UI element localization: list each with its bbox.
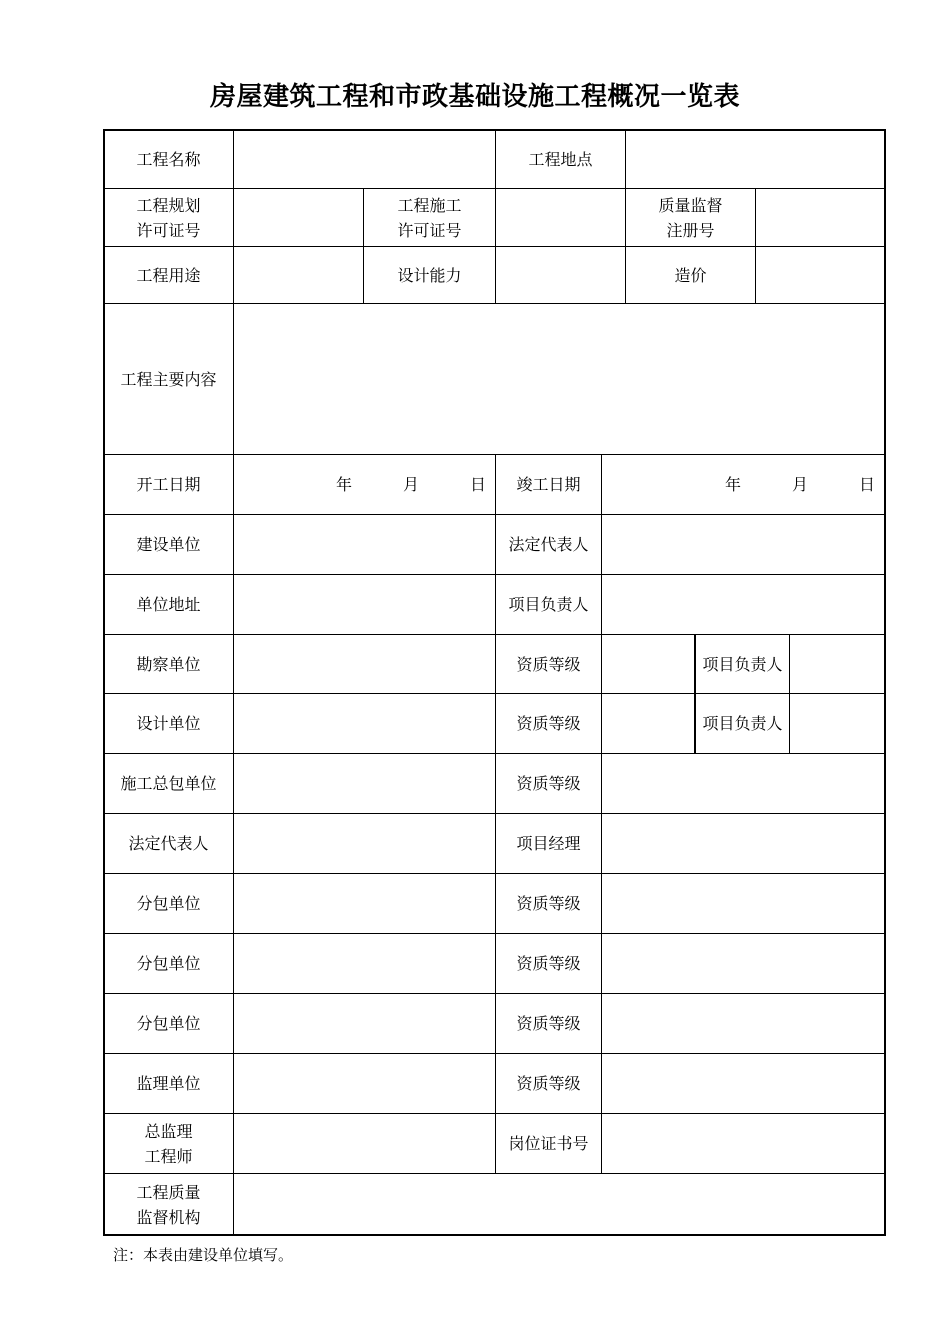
- supervision-unit-label: 监理单位: [136, 1074, 201, 1093]
- construction-permit-label: [364, 189, 495, 246]
- planning-permit-label: [104, 189, 233, 246]
- project-use-label: 工程用途: [136, 265, 201, 285]
- unit-address-field[interactable]: [234, 575, 495, 634]
- project-name-field[interactable]: [234, 130, 495, 188]
- supervision-grade-field[interactable]: [602, 1054, 885, 1113]
- completion-date-day: 日: [859, 475, 876, 494]
- design-unit-label: 设计单位: [136, 714, 201, 733]
- subcontractor-3-grade-field[interactable]: [602, 994, 885, 1053]
- project-leader-label: 项目负责人: [508, 595, 589, 614]
- cost-label: 造价: [674, 265, 707, 285]
- start-date-day: 日: [470, 475, 487, 494]
- construction-permit-label-line2: 许可证号: [397, 220, 462, 240]
- quality-supervision-label-line1: 质量监督: [658, 195, 723, 215]
- subcontractor-1-grade-label: 资质等级: [516, 894, 581, 913]
- survey-leader-label: 项目负责人: [702, 654, 783, 674]
- cost-field[interactable]: [756, 247, 885, 303]
- quality-agency-label: [104, 1174, 233, 1235]
- subcontractor-2-label: 分包单位: [136, 954, 201, 973]
- subcontractor-3-grade-label: 资质等级: [516, 1014, 581, 1033]
- design-capacity-field[interactable]: [496, 247, 625, 303]
- contractor-legal-rep-label: 法定代表人: [128, 834, 209, 853]
- subcontractor-1-grade-field[interactable]: [602, 874, 885, 933]
- design-grade-field[interactable]: [602, 694, 694, 753]
- project-leader-field[interactable]: [602, 575, 885, 634]
- contractor-grade-field[interactable]: [602, 754, 885, 813]
- project-manager-label: 项目经理: [516, 834, 581, 853]
- quality-agency-label-line2: 监督机构: [136, 1207, 201, 1227]
- subcontractor-2-field[interactable]: [234, 934, 495, 993]
- unit-address-label: 单位地址: [136, 595, 201, 614]
- subcontractor-2-grade-label: 资质等级: [516, 954, 581, 973]
- post-certificate-label: 岗位证书号: [508, 1134, 589, 1153]
- chief-supervisor-field[interactable]: [234, 1114, 495, 1173]
- subcontractor-3-label: 分包单位: [136, 1014, 201, 1033]
- quality-agency-field[interactable]: [234, 1174, 885, 1235]
- contractor-legal-rep-field[interactable]: [234, 814, 495, 873]
- legal-rep-label: 法定代表人: [508, 535, 589, 554]
- main-content-field[interactable]: [234, 304, 885, 454]
- general-contractor-label: 施工总包单位: [120, 774, 217, 793]
- completion-date-field[interactable]: [602, 455, 885, 514]
- design-unit-field[interactable]: [234, 694, 495, 753]
- design-grade-label: 资质等级: [516, 714, 581, 733]
- construction-permit-label-line1: 工程施工: [397, 195, 462, 215]
- general-contractor-field[interactable]: [234, 754, 495, 813]
- page-title: 房屋建筑工程和市政基础设施工程概况一览表: [209, 82, 740, 112]
- survey-unit-label: 勘察单位: [136, 654, 201, 674]
- quality-supervision-field[interactable]: [756, 189, 885, 246]
- chief-supervisor-label: [104, 1114, 233, 1173]
- design-leader-label: 项目负责人: [702, 714, 783, 733]
- design-capacity-label: 设计能力: [397, 265, 462, 285]
- main-content-label: 工程主要内容: [120, 369, 217, 389]
- subcontractor-1-field[interactable]: [234, 874, 495, 933]
- planning-permit-field[interactable]: [234, 189, 363, 246]
- start-date-field[interactable]: [234, 455, 495, 514]
- completion-date-label: 竣工日期: [516, 475, 581, 494]
- project-use-field[interactable]: [234, 247, 363, 303]
- start-date-month: 月: [403, 475, 420, 494]
- survey-grade-field[interactable]: [602, 635, 694, 693]
- project-name-label: 工程名称: [136, 149, 201, 169]
- chief-supervisor-label-line1: 总监理: [144, 1121, 193, 1141]
- construction-unit-label: 建设单位: [136, 535, 201, 554]
- construction-unit-field[interactable]: [234, 515, 495, 574]
- completion-date-month: 月: [792, 475, 809, 494]
- completion-date-year: 年: [725, 475, 742, 494]
- planning-permit-label-line2: 许可证号: [136, 220, 201, 240]
- chief-supervisor-label-line2: 工程师: [144, 1146, 193, 1166]
- contractor-grade-label: 资质等级: [516, 774, 581, 793]
- project-location-field[interactable]: [626, 130, 885, 188]
- footnote: 注：本表由建设单位填写。: [113, 1246, 294, 1264]
- survey-grade-label: 资质等级: [516, 654, 581, 674]
- planning-permit-label-line1: 工程规划: [136, 195, 201, 215]
- start-date-label: 开工日期: [136, 475, 201, 494]
- quality-agency-label-line1: 工程质量: [136, 1182, 201, 1202]
- subcontractor-2-grade-field[interactable]: [602, 934, 885, 993]
- subcontractor-3-field[interactable]: [234, 994, 495, 1053]
- legal-rep-field[interactable]: [602, 515, 885, 574]
- post-certificate-field[interactable]: [602, 1114, 885, 1173]
- survey-leader-field[interactable]: [790, 635, 885, 693]
- design-leader-field[interactable]: [790, 694, 885, 753]
- survey-unit-field[interactable]: [234, 635, 495, 693]
- start-date-year: 年: [336, 475, 353, 494]
- subcontractor-1-label: 分包单位: [136, 894, 201, 913]
- construction-permit-field[interactable]: [496, 189, 625, 246]
- supervision-grade-label: 资质等级: [516, 1074, 581, 1093]
- project-location-label: 工程地点: [528, 149, 593, 169]
- supervision-unit-field[interactable]: [234, 1054, 495, 1113]
- quality-supervision-label: [626, 189, 755, 246]
- project-manager-field[interactable]: [602, 814, 885, 873]
- quality-supervision-label-line2: 注册号: [666, 220, 715, 240]
